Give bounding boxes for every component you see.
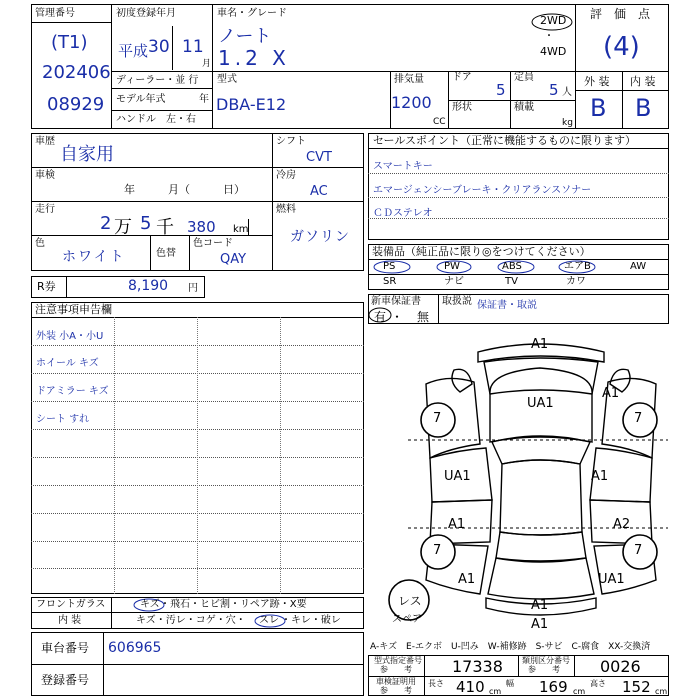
damage-mark: 7	[634, 543, 643, 558]
doors: 5	[496, 81, 506, 99]
equipment-airbag: エアB	[564, 261, 591, 272]
damage-mark: UA1	[598, 572, 625, 587]
dealer-label: ディーラー・並 行	[116, 75, 199, 86]
ac-label: 冷房	[276, 170, 296, 181]
certificate-sub: 参 考	[380, 686, 412, 695]
history-label: 車歴	[35, 136, 55, 147]
equipment-navi: ナビ	[444, 276, 464, 287]
front-glass-label: フロントガラス	[36, 599, 106, 610]
note-item: ホイール キズ	[36, 358, 99, 369]
drive-2wd: 2WD	[540, 14, 567, 27]
damage-mark: UA1	[527, 396, 554, 411]
warranty-yes: 有	[374, 310, 387, 324]
type-number-sub: 参 考	[380, 665, 412, 674]
class-number: 0026	[600, 657, 641, 676]
ac: AC	[310, 184, 328, 199]
score-label: 評 価 点	[590, 7, 651, 21]
equipment-leather: カワ	[566, 276, 586, 287]
sales-point-item: スマートキー	[373, 161, 433, 172]
mgmt-number-2: 08929	[47, 94, 105, 115]
inspection-date: 年 月（ 日）	[124, 183, 245, 196]
mgmt-code: (T1)	[51, 32, 88, 53]
car-grade: 1.2 X	[218, 46, 290, 70]
width-label: 幅	[506, 679, 514, 688]
capacity-label: 定員	[514, 72, 534, 83]
warranty-separator: ・	[391, 310, 404, 324]
recycle-frame	[31, 276, 205, 298]
glass-other: ・飛石・ヒビ割・リペア跡・X要	[160, 599, 307, 610]
damage-mark: 7	[433, 411, 442, 426]
registration-year: 30	[148, 37, 170, 57]
history: 自家用	[60, 144, 114, 165]
sales-point-item: ＣＤステレオ	[373, 208, 433, 219]
length: 410	[456, 678, 485, 696]
interior-wear: スレ	[259, 615, 279, 626]
cc-unit: CC	[433, 117, 446, 127]
damage-mark: A1	[531, 337, 549, 352]
sales-point-item: エマージェンシーブレーキ・クリアランスソナー	[373, 185, 592, 196]
glass-scratch: キズ	[140, 599, 160, 610]
mileage-rest: 380	[187, 218, 216, 236]
damage-mark: A1	[531, 598, 549, 613]
damage-mark: 7	[634, 411, 643, 426]
capacity: 5	[549, 81, 559, 99]
height-label: 高さ	[590, 679, 606, 688]
chassis-number: 606965	[108, 640, 162, 656]
width: 169	[539, 678, 568, 696]
length-unit: cm	[489, 687, 502, 696]
type-number-label: 型式指定番号	[374, 656, 422, 665]
fuel: ガソリン	[290, 229, 350, 245]
equipment-sr: SR	[383, 276, 397, 287]
month-unit: 月	[202, 59, 212, 69]
era: 平成	[118, 42, 149, 60]
damage-mark: A2	[613, 517, 631, 532]
doors-label: ドア	[452, 72, 472, 83]
spare-label: スペア	[392, 614, 422, 625]
class-number-sub: 参 考	[528, 665, 560, 674]
model-year-unit: 年	[199, 94, 209, 105]
width-unit: cm	[573, 687, 586, 696]
color-code-label: 色コード	[193, 238, 233, 249]
equipment-aw: AW	[630, 261, 647, 272]
model-year-label: モデル年式	[116, 94, 166, 105]
manual-label: 取扱説	[442, 296, 472, 307]
registration-label: 登録番号	[41, 673, 90, 687]
spare-mark: レス	[398, 594, 422, 608]
car-name-label: 車名・グレード	[217, 8, 287, 19]
manual-value: 保証書・取説	[477, 300, 537, 311]
interior-grade: B	[635, 94, 652, 122]
interior-label: 内 装	[630, 75, 656, 88]
kg-unit: kg	[562, 118, 573, 128]
recycle-label: R券	[37, 280, 56, 293]
load-label: 積載	[514, 102, 534, 113]
color: ホワイト	[62, 249, 126, 265]
exterior-label: 外 装	[584, 75, 610, 88]
model-code: DBA-E12	[216, 95, 287, 114]
damage-mark: A1	[591, 469, 609, 484]
equipment-pw: PW	[444, 261, 460, 272]
height: 152	[622, 678, 651, 696]
note-item: 外装 小A・小U	[36, 331, 104, 342]
man-unit: 万	[114, 217, 132, 238]
km-unit: km	[233, 224, 249, 235]
mileage-label: 走行	[35, 204, 55, 215]
equipment-tv: TV	[505, 276, 518, 287]
drive-separator: ・	[544, 31, 554, 42]
class-number-label: 類別区分番号	[522, 656, 570, 665]
mileage-sen: 5	[140, 213, 152, 234]
warranty-no: 無	[417, 310, 430, 324]
mileage-man: 2	[100, 213, 112, 234]
repaint-label: 色替	[156, 248, 176, 259]
damage-mark: A1	[531, 617, 549, 632]
equipment-ps: PS	[383, 261, 396, 272]
damage-mark: 7	[433, 543, 442, 558]
displacement: 1200	[391, 93, 432, 112]
interior-cond-label: 内 装	[58, 615, 82, 626]
note-item: シート すれ	[36, 414, 90, 425]
certificate-label: 車検証明用	[376, 677, 416, 686]
displacement-label: 排気量	[394, 74, 424, 85]
warranty-label: 新車保証書	[371, 296, 421, 307]
interior-items: キズ・汚レ・コゲ・穴・	[136, 615, 246, 626]
capacity-unit: 人	[562, 87, 572, 98]
car-name: ノート	[218, 26, 272, 47]
damage-mark: UA1	[444, 469, 471, 484]
notes-title: 注意事項申告欄	[35, 303, 112, 316]
color-label: 色	[35, 238, 45, 249]
inspection-label: 車検	[35, 170, 55, 181]
damage-mark: A1	[458, 572, 476, 587]
sales-points-title: セールスポイント（正常に機能するものに限ります）	[373, 134, 637, 147]
mgmt-number-label: 管理番号	[35, 8, 75, 19]
model-label: 型式	[217, 74, 237, 85]
first-registration-label: 初度登録年月	[116, 8, 176, 19]
type-number: 17338	[452, 657, 503, 676]
shift: CVT	[306, 150, 332, 165]
drive-4wd: 4WD	[540, 45, 567, 58]
recycle-amount: 8,190	[128, 278, 169, 294]
handle-label: ハンドル 左・右	[116, 114, 196, 125]
equipment-title: 装備品（純正品に限り◎をつけてください）	[372, 245, 591, 258]
score: (4)	[603, 32, 640, 62]
fuel-label: 燃料	[276, 204, 296, 215]
registration-month: 11	[182, 37, 204, 57]
damage-mark: A1	[602, 386, 620, 401]
interior-items-rest: ・キレ・破レ	[281, 615, 341, 626]
length-label: 長さ	[428, 679, 444, 688]
height-unit: cm	[655, 687, 668, 696]
exterior-grade: B	[590, 94, 607, 122]
car-damage-diagram	[368, 332, 668, 632]
damage-legend: A-キズ E-エクボ U-凹み W-補修跡 S-サビ C-腐食 XX-交換済	[370, 642, 651, 652]
equipment-abs: ABS	[502, 261, 522, 272]
sen-unit: 千	[156, 217, 174, 238]
mgmt-number-1: 202406	[42, 62, 111, 83]
color-code: QAY	[220, 252, 247, 267]
damage-mark: A1	[448, 517, 466, 532]
recycle-unit: 円	[188, 283, 198, 294]
shape-label: 形状	[452, 102, 472, 113]
chassis-label: 車台番号	[41, 641, 90, 655]
shift-label: シフト	[276, 136, 306, 147]
note-item: ドアミラー キズ	[36, 386, 109, 397]
